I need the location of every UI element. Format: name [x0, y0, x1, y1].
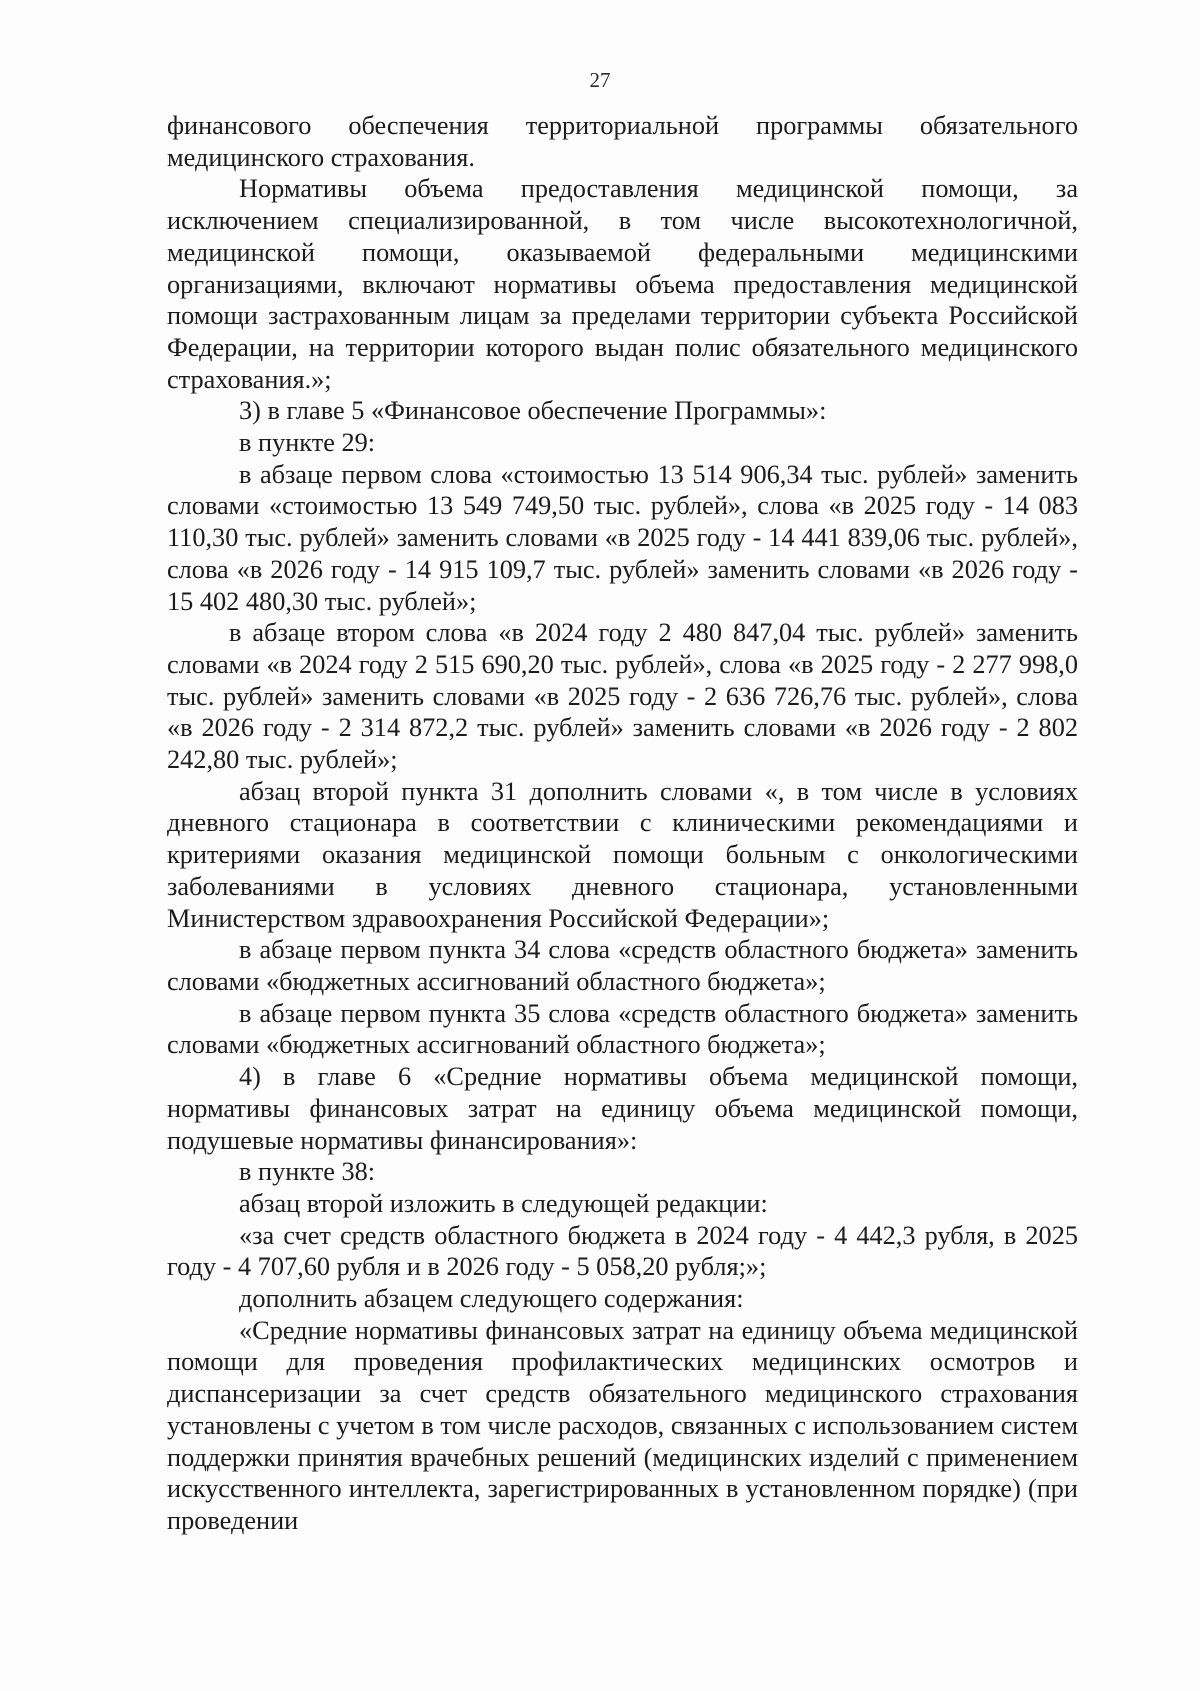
paragraph-5: в абзаце первом слова «стоимостью 13 514 906,34 тыс. рублей» заменить словами «стоимостью 13 549 749,50 тыс. рублей», слова «в 2025 году - 14 083 110,30 тыс. рублей» заменить словами «в 2025 году - 14 441 839,06 тыс. рублей», слова «в 2026 году - 14 915 109,7 тыс. рублей» заменить словами «в 2026 году - 15 402 480,30 тыс. рублей»;	[167, 459, 1078, 616]
paragraph-7: абзац второй пункта 31 дополнить словами «, в том числе в условиях дневного стационара в соответствии с клиническими рекомендациями и критериями оказания медицинской помощи больным с онкологическими заболеваниями в условиях дневного стационара, установленными Министерством здравоохранения Российской Федерации»;	[167, 776, 1078, 933]
paragraph-9: в абзаце первом пункта 35 слова «средств областного бюджета» заменить словами «бюджетных ассигнований областного бюджета»;	[167, 998, 1078, 1060]
paragraph-12: абзац второй изложить в следующей редакции:	[239, 1188, 768, 1218]
paragraph-6: в абзаце втором слова «в 2024 году 2 480 847,04 тыс. рублей» заменить словами «в 2024 году 2 515 690,20 тыс. рублей», слова «в 2025 году - 2 277 998,0 тыс. рублей» заменить словами «в 2025 году - 2 636 726,76 тыс. рублей», слова «в 2026 году - 2 314 872,2 тыс. рублей» заменить словами «в 2026 году - 2 802 242,80 тыс. рублей»;	[167, 618, 1078, 775]
paragraph-3: 3) в главе 5 «Финансовое обеспечение Программы»:	[239, 396, 827, 426]
document-body	[167, 110, 1078, 1537]
paragraph-13: «за счет средств областного бюджета в 2024 году - 4 442,3 рубля, в 2025 году - 4 707,60 рубля и в 2026 году - 5 058,20 рубля;»;	[167, 1220, 1078, 1282]
paragraph-11: в пункте 38:	[239, 1157, 376, 1187]
paragraph-1: финансового обеспечения территориальной программы обязательного медицинского страхования.	[167, 111, 1078, 172]
paragraph-10: 4) в главе 6 «Средние нормативы объема медицинской помощи, нормативы финансовых затрат на единицу объема медицинской помощи, подушевые нормативы финансирования»:	[167, 1062, 1078, 1155]
paragraph-8: в абзаце первом пункта 34 слова «средств областного бюджета» заменить словами «бюджетных ассигнований областного бюджета»;	[167, 935, 1078, 996]
paragraph-15: «Средние нормативы финансовых затрат на единицу объема медицинской помощи для проведения профилактических медицинских осмотров и диспансеризации за счет средств обязательного медицинского страхования установлены с учетом в том числе расходов, связанных с использованием систем поддержки принятия врачебных решений (медицинских изделий с применением искусственного интеллекта, зарегистрированных в установленном порядке) (при проведении	[167, 1315, 1078, 1535]
paragraph-4: в пункте 29:	[239, 428, 376, 458]
paragraph-14: дополнить абзацем следующего содержания:	[239, 1284, 744, 1314]
page-number: 27	[589, 68, 611, 92]
paragraph-2: Нормативы объема предоставления медицинской помощи, за исключением специализированной, в том числе высокотехнологичной, медицинской помощи, оказываемой федеральными медицинскими организациями, включают нормативы объема предоставления медицинской помощи застрахованным лицам за пределами территории субъекта Российской Федерации, на территории которого выдан полис обязательного медицинского страхования.»;	[167, 174, 1078, 394]
